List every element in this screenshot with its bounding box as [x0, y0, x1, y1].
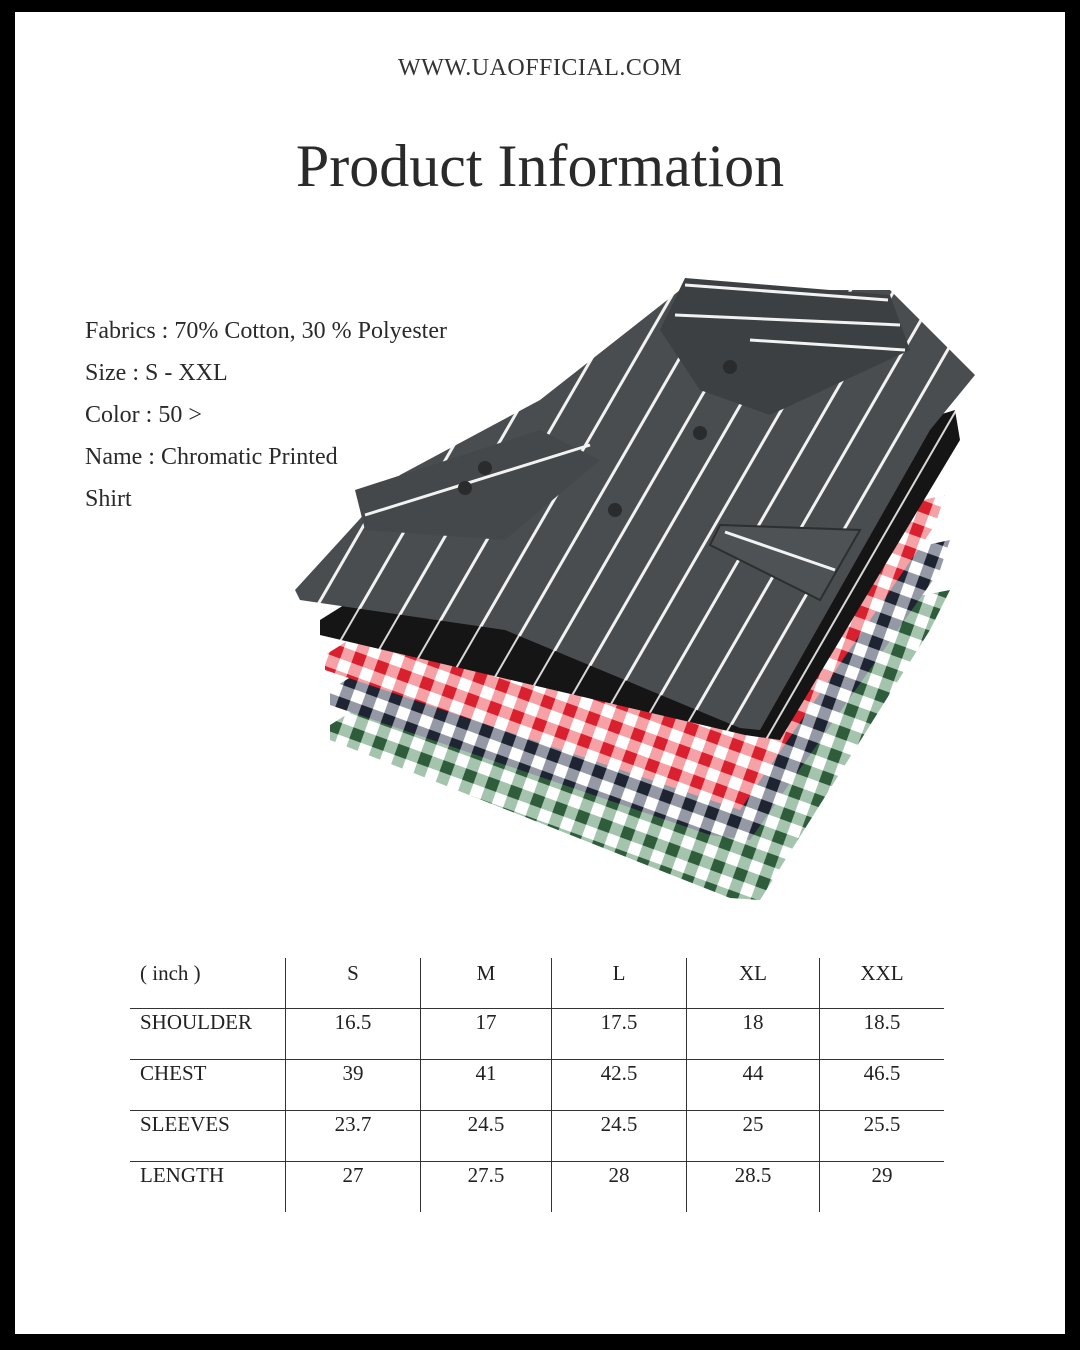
table-cell: 46.5 [820, 1060, 945, 1111]
spec-color: Color : 50 > [85, 402, 202, 428]
header-cell-m: M [421, 958, 552, 1009]
table-cell: 24.5 [421, 1111, 552, 1162]
header-cell-s: S [286, 958, 421, 1009]
table-cell: 25 [687, 1111, 820, 1162]
spec-name-cont: Shirt [85, 486, 132, 512]
row-label: SHOULDER [130, 1009, 286, 1060]
table-cell: 18.5 [820, 1009, 945, 1060]
spec-size: Size : S - XXL [85, 360, 228, 386]
table-cell: 16.5 [286, 1009, 421, 1060]
header-cell-xxl: XXL [820, 958, 945, 1009]
table-cell: 41 [421, 1060, 552, 1111]
table-row [130, 1162, 944, 1213]
size-chart-table [130, 958, 944, 1212]
folded-shirts-icon [290, 270, 990, 910]
table-cell: 25.5 [820, 1111, 945, 1162]
shirt-button [723, 360, 737, 374]
header-cell-l: L [552, 958, 687, 1009]
table-cell: 39 [286, 1060, 421, 1111]
header-cell-unit: ( inch ) [140, 961, 201, 985]
row-label: LENGTH [130, 1162, 286, 1213]
page-title: Product Information [295, 133, 785, 199]
spec-fabrics: Fabrics : 70% Cotton, 30 % Polyester [85, 318, 447, 344]
site-url: WWW.UAOFFICIAL.COM [397, 55, 683, 81]
table-row [130, 1009, 944, 1060]
table-row [130, 1060, 944, 1111]
table-cell: 28 [552, 1162, 687, 1213]
table-cell: 23.7 [286, 1111, 421, 1162]
table-cell: 27.5 [421, 1162, 552, 1213]
table-cell: 27 [286, 1162, 421, 1213]
table-cell: 17 [421, 1009, 552, 1060]
table-cell: 17.5 [552, 1009, 687, 1060]
table-cell: 24.5 [552, 1111, 687, 1162]
row-label: CHEST [130, 1060, 286, 1111]
table-cell: 44 [687, 1060, 820, 1111]
header-cell-xl: XL [687, 958, 820, 1009]
spec-name: Name : Chromatic Printed [85, 444, 338, 470]
table-cell: 29 [820, 1162, 945, 1213]
table-cell: 28.5 [687, 1162, 820, 1213]
table-cell: 18 [687, 1009, 820, 1060]
product-photo [290, 270, 990, 910]
row-label: SLEEVES [130, 1111, 286, 1162]
table-cell: 42.5 [552, 1060, 687, 1111]
table-header-row [130, 958, 944, 1009]
table-row [130, 1111, 944, 1162]
